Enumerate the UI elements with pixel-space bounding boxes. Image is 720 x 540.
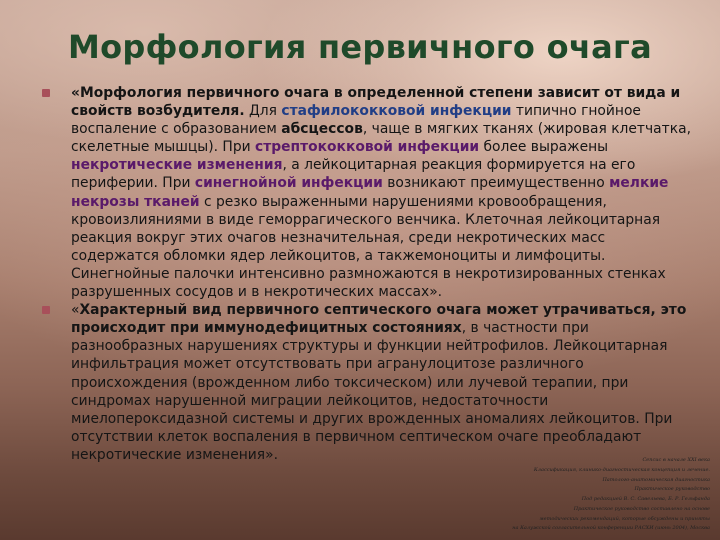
source-line: Под редакцией В. С. Савельева, Б. Р. Гельфанда bbox=[581, 496, 710, 503]
bullet-square-icon bbox=[42, 89, 50, 97]
bullet-text bbox=[71, 84, 692, 301]
text-segment: стафилококковой инфекции bbox=[281, 103, 512, 120]
text-segment: более выражены bbox=[479, 139, 609, 156]
bullet-item bbox=[42, 301, 692, 464]
source-citation bbox=[410, 456, 710, 534]
source-line: Практическое руководство bbox=[634, 486, 710, 493]
text-segment: мелкие некрозы тканей bbox=[71, 175, 669, 210]
source-line: Классификация, клинико-диагностическая концепция и лечение. bbox=[533, 467, 710, 474]
text-segment: некротические изменения bbox=[71, 157, 283, 174]
text-segment: с резко выраженными нарушениями кровообращения, кровоизлияниями в виде геморрагического венчика. Клеточная лейкоцитарная реакция вокруг этих очагов незначительная, среди некротических масс содержатся обломки ядер лейкоцитов, а такжемоноциты и лимфоциты. Синегнойные палочки интенсивно размножаются в некротизированных стенках разрушенных сосудов и в некротических массах». bbox=[71, 193, 666, 301]
text-segment: стрептококковой инфекции bbox=[255, 139, 480, 156]
bullet-square-icon bbox=[42, 306, 50, 314]
text-segment: типично гнойное воспаление с образованием bbox=[71, 103, 641, 138]
text-segment: , в частности при разнообразных нарушениях структуры и функции нейтрофилов. Лейкоцитарная инфильтрация может отсутствовать при агранулоцитозе различного происхождения (врожденном либо токсическом) или лучевой терапии, при синдромах нарушенной миграции лейкоцитов, недостаточности миелопероксидазной системы и других врожденных аномалиях лейкоцитов. При отсутствии клеток воспаления в первичном септическом очаге преобладают некротические изменения». bbox=[71, 320, 673, 463]
text-segment: возникают преимущественно bbox=[382, 175, 610, 192]
slide-title: Морфология первичного очага bbox=[68, 28, 652, 66]
slide-content bbox=[42, 84, 692, 464]
text-segment: , чаще в мягких тканях (жировая клетчатка, скелетные мышцы). При bbox=[71, 121, 691, 156]
text-segment: «Морфология первичного очага в определенной степени зависит от вида и свойств возбудителя. bbox=[71, 85, 681, 120]
source-line: Патолого-анатомическая диагностика bbox=[602, 476, 710, 483]
text-segment: Характерный вид первичного септического очага может утрачиваться, это происходит при иммунодефицитных состояниях bbox=[71, 302, 687, 337]
source-line: Сепсис в начале XXI века bbox=[642, 457, 710, 464]
source-line: Практическое руководство составлено на основе bbox=[573, 505, 710, 512]
source-line: на Калужской согласительной конференции РАСХИ (июнь 2004), Москва bbox=[512, 525, 710, 532]
text-segment: абсцессов bbox=[281, 121, 363, 138]
text-segment: « bbox=[71, 302, 80, 319]
text-segment: , а лейкоцитарная реакция формируется на его периферии. При bbox=[71, 157, 636, 192]
bullet-text bbox=[71, 301, 692, 464]
text-segment: синегнойной инфекции bbox=[194, 175, 383, 192]
bullet-item bbox=[42, 84, 692, 301]
source-line: методических рекомендаций, которые обсуждены и приняты bbox=[539, 515, 710, 522]
text-segment: Для bbox=[244, 103, 282, 120]
